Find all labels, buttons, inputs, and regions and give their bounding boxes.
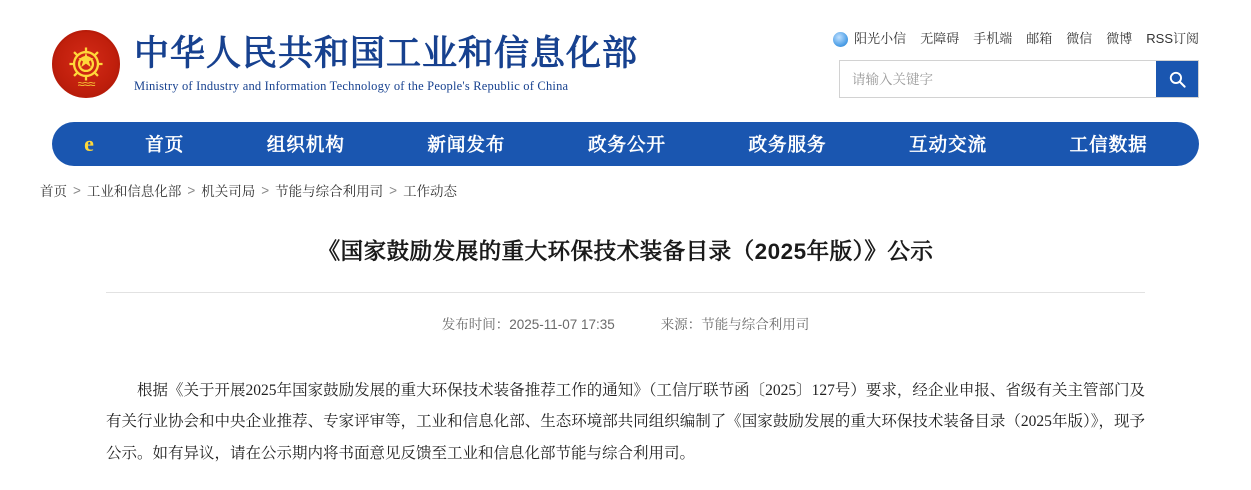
page-title: 《国家鼓励发展的重大环保技术装备目录（2025年版）》公示: [317, 239, 934, 264]
nav-item-news[interactable]: 新闻发布: [427, 136, 506, 156]
top-link-mobile[interactable]: 手机端: [973, 31, 1013, 46]
top-link-mail[interactable]: 邮箱: [1026, 31, 1053, 46]
article: [40, 200, 1211, 470]
nav-item-home[interactable]: 首页: [145, 136, 185, 156]
source-value: 节能与综合利用司: [701, 316, 810, 332]
nav-item-org[interactable]: 组织机构: [266, 136, 345, 156]
main-navigation: [52, 122, 1199, 166]
search-button[interactable]: [1156, 61, 1198, 97]
top-utility-links: [833, 28, 1199, 47]
article-meta: [40, 313, 1211, 333]
nav-item-interact[interactable]: 互动交流: [909, 136, 988, 156]
search-icon: [1168, 70, 1187, 89]
header-right: [833, 28, 1199, 98]
site-header: [0, 0, 1251, 122]
nav-item-gov-open[interactable]: 政务公开: [587, 136, 666, 156]
top-link-wechat[interactable]: 微信: [1066, 31, 1093, 46]
nav-item-gov-serve[interactable]: 政务服务: [748, 136, 827, 156]
nav-items: [104, 131, 1189, 157]
nav-item-data[interactable]: 工信数据: [1069, 136, 1148, 156]
search-input[interactable]: [840, 61, 1156, 97]
breadcrumb-separator: >: [261, 182, 270, 198]
breadcrumb-item-department[interactable]: 节能与综合利用司: [275, 184, 384, 199]
publish-time: [442, 313, 615, 333]
publish-time-label: 发布时间：: [441, 316, 510, 332]
miit-e-logo-icon: e: [84, 131, 94, 156]
site-titles: [134, 34, 638, 93]
site-brand[interactable]: [52, 30, 638, 98]
article-source: [661, 313, 810, 333]
top-link-sunshine[interactable]: 阳光小信: [854, 31, 907, 46]
publish-time-value: 2025-11-07 17:35: [509, 316, 615, 332]
source-label: 来源：: [660, 316, 702, 332]
wheat-ears-icon: ≈≈≈: [77, 77, 95, 91]
breadcrumb-separator: >: [187, 182, 196, 198]
breadcrumb-item-current[interactable]: 工作动态: [403, 184, 458, 199]
breadcrumb-item-bureaus[interactable]: 机关司局: [201, 184, 256, 199]
breadcrumb-item-home[interactable]: 首页: [40, 184, 67, 199]
star-icon: ★: [77, 50, 95, 73]
search-bar: [839, 60, 1199, 98]
site-title-en: Ministry of Industry and Information Technology of the People's Republic of China: [134, 78, 569, 93]
divider: [106, 292, 1145, 293]
breadcrumb-separator: >: [73, 182, 81, 198]
national-emblem-icon: [52, 30, 120, 98]
breadcrumb-separator: >: [389, 182, 398, 198]
breadcrumb-item-miit[interactable]: 工业和信息化部: [86, 184, 182, 199]
sunshine-dot-icon: [833, 32, 848, 47]
breadcrumb: [40, 180, 1211, 200]
top-link-accessibility[interactable]: 无障碍: [920, 31, 960, 46]
article-paragraph: 根据《关于开展2025年国家鼓励发展的重大环保技术装备推荐工作的通知》（工信厅联节函〔2025〕127号）要求，经企业申报、省级有关主管部门及有关行业协会和中央企业推荐、专家评审等，工业和信息化部、生态环境部共同组织编制了《国家鼓励发展的重大环保技术装备目录（2025年版）》，现予公示。如有异议，请在公示期内将书面意见反馈至工业和信息化部节能与综合利用司。: [106, 381, 1145, 463]
top-link-rss[interactable]: RSS订阅: [1146, 31, 1199, 46]
site-title-cn: 中华人民共和国工业和信息化部: [134, 34, 639, 74]
top-link-weibo[interactable]: 微博: [1106, 31, 1133, 46]
